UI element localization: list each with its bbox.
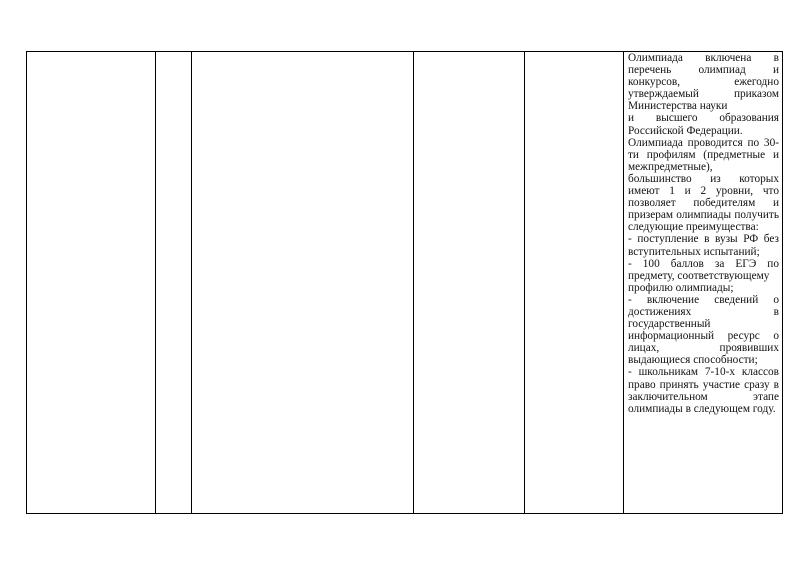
table-cell-1: [27, 52, 156, 514]
olympiad-description-cell: [624, 52, 783, 514]
description-list-item: - 100 баллов за ЕГЭ по предмету, соответствующему: [628, 257, 779, 282]
table-row: [27, 52, 783, 514]
description-list-item: - поступление в вузы РФ без вступительных испытаний;: [628, 233, 779, 258]
description-paragraph: профилю олимпиады;: [628, 281, 734, 294]
description-list-item: - включение сведений о достижениях в государственный информационный ресурс о лицах, проявивших выдающиеся способности;: [628, 293, 779, 367]
description-paragraph: Олимпиада проводится по 30-ти профилям (предметные и межпредметные), большинство из которых имеют 1 и 2 уровни, что позволяет победителям и призерам олимпиады получить следующие преимущества:: [628, 136, 779, 234]
description-paragraph: Олимпиада включена в перечень олимпиад и конкурсов, ежегодно утверждаемый приказом Министерства науки: [628, 52, 779, 113]
table-cell-5: [525, 52, 624, 514]
description-paragraph: и высшего образования Российской Федерации.: [628, 112, 779, 137]
document-table: [26, 51, 783, 514]
table-cell-2: [156, 52, 192, 514]
table-cell-3: [192, 52, 414, 514]
description-list-item: - школьникам 7-10-х классов право принять участие сразу в заключительном этапе олимпиады в следующем году.: [628, 366, 779, 415]
olympiad-description: [624, 52, 782, 415]
table-cell-4: [414, 52, 525, 514]
